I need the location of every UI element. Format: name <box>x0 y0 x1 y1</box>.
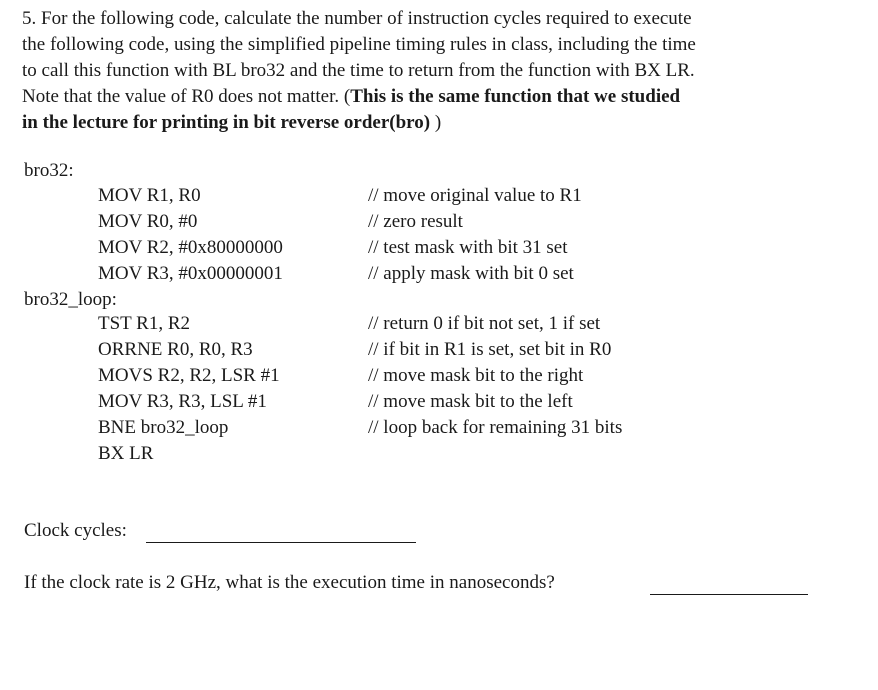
code-line: TST R1, R2 <box>98 313 191 334</box>
closing-paren: ) <box>430 112 442 133</box>
code-line: BX LR <box>98 443 154 464</box>
code-comment: // apply mask with bit 0 set <box>368 263 574 284</box>
label-bro32: bro32: <box>24 160 74 181</box>
clock-cycles-label: Clock cycles: <box>24 520 127 541</box>
problem-statement <box>22 6 822 136</box>
note-text: Note that the value of R0 does not matter. ( <box>22 86 351 107</box>
problem-line <box>22 84 822 110</box>
code-line: MOV R1, R0 <box>98 185 201 206</box>
code-comment: // return 0 if bit not set, 1 if set <box>368 313 601 334</box>
code-comment: // move mask bit to the left <box>368 391 573 412</box>
code-comment: // move mask bit to the right <box>368 365 584 386</box>
clock-cycles-answer-line[interactable] <box>146 542 416 543</box>
label-bro32-loop: bro32_loop: <box>24 289 117 310</box>
code-line: MOVS R2, R2, LSR #1 <box>98 365 280 386</box>
emphasis-text: This is the same function that we studied <box>350 86 681 107</box>
problem-line <box>22 110 822 136</box>
problem-line: the following code, using the simplified pipeline timing rules in class, including the time <box>22 34 696 55</box>
code-line: MOV R2, #0x80000000 <box>98 237 283 258</box>
code-line: MOV R0, #0 <box>98 211 198 232</box>
code-comment: // loop back for remaining 31 bits <box>368 417 623 438</box>
code-line: BNE bro32_loop <box>98 417 229 438</box>
problem-line: 5. For the following code, calculate the number of instruction cycles required to execute <box>22 8 692 29</box>
code-comment: // test mask with bit 31 set <box>368 237 568 258</box>
execution-time-label: If the clock rate is 2 GHz, what is the execution time in nanoseconds? <box>24 572 555 593</box>
emphasis-text: in the lecture for printing in bit reverse order(bro) <box>22 112 431 133</box>
code-line: MOV R3, #0x00000001 <box>98 263 283 284</box>
code-comment: // if bit in R1 is set, set bit in R0 <box>368 339 612 360</box>
code-comment: // zero result <box>368 211 463 232</box>
code-line: MOV R3, R3, LSL #1 <box>98 391 267 412</box>
problem-line: to call this function with BL bro32 and the time to return from the function with BX LR. <box>22 60 695 81</box>
code-line: ORRNE R0, R0, R3 <box>98 339 253 360</box>
execution-time-answer-line[interactable] <box>650 594 808 595</box>
code-comment: // move original value to R1 <box>368 185 582 206</box>
